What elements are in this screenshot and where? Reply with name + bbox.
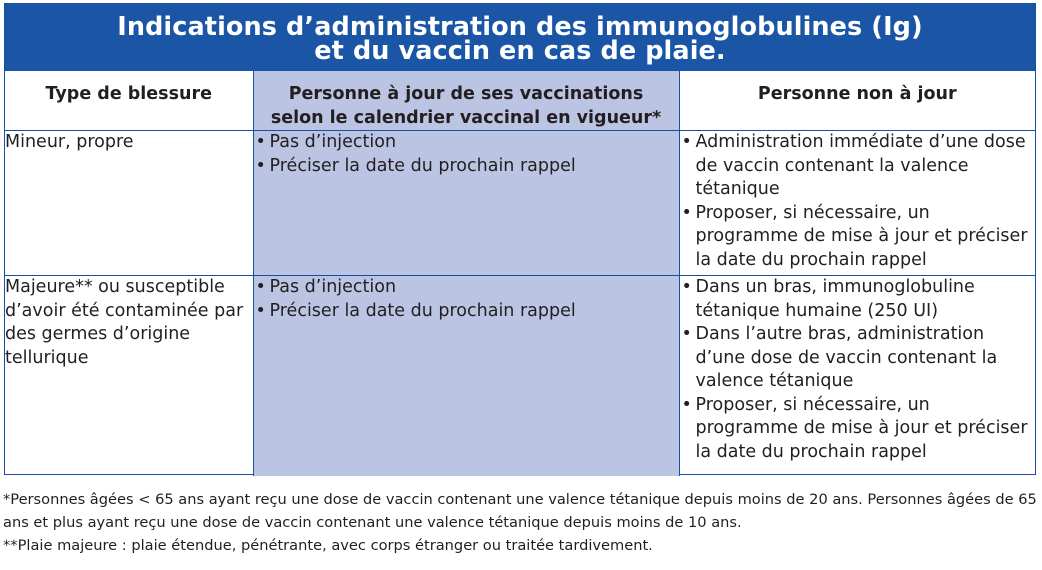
column-header-up-to-date-line-2: selon le calendrier vaccinal en vigueur* [270, 108, 662, 128]
table-row [5, 131, 1035, 276]
list-item: • Proposer, si nécessaire, un programme de mise à jour et préciser la date du prochain rappel [680, 394, 1036, 465]
list-item: • Pas d’injection [254, 276, 679, 300]
footnote-age-criteria: *Personnes âgées < 65 ans ayant reçu une dose de vaccin contenant une valence tétanique depuis moins de 20 ans. Personnes âgées de 65 ans et plus ayant reçu une dose de vaccin contenant une valence tétanique depuis moins de 10 ans. [3, 491, 1037, 531]
list-item: • Administration immédiate d’une dose de vaccin contenant la valence tétanique [680, 131, 1036, 202]
recommendation-table-frame [4, 3, 1036, 475]
not-up-to-date-cell [679, 276, 1035, 476]
table-title-banner [5, 4, 1035, 71]
list-item: • Dans un bras, immunoglobuline tétanique humaine (250 UI) [680, 276, 1036, 323]
column-header-injury-type: Type de blessure [5, 71, 253, 131]
injury-type-cell: Majeure** ou susceptible d’avoir été contaminée par des germes d’origine tellurique [5, 276, 253, 476]
table-row [5, 276, 1035, 476]
table-title-line-2: et du vaccin en cas de plaie. [314, 36, 726, 66]
table-header-row [5, 71, 1035, 131]
list-item: • Dans l’autre bras, administration d’une dose de vaccin contenant la valence tétanique [680, 323, 1036, 394]
vaccination-table [5, 71, 1035, 476]
up-to-date-cell [253, 131, 679, 276]
list-item: • Proposer, si nécessaire, un programme de mise à jour et préciser la date du prochain rappel [680, 202, 1036, 273]
column-header-not-up-to-date: Personne non à jour [679, 71, 1035, 131]
footnotes [3, 488, 1039, 557]
list-item: • Pas d’injection [254, 131, 679, 155]
not-up-to-date-cell [679, 131, 1035, 276]
list-item: • Préciser la date du prochain rappel [254, 300, 679, 324]
up-to-date-cell [253, 276, 679, 476]
list-item: • Préciser la date du prochain rappel [254, 155, 679, 179]
footnote-major-wound: **Plaie majeure : plaie étendue, pénétrante, avec corps étranger ou traitée tardivement. [3, 537, 653, 554]
table-title-line-1: Indications d’administration des immunoglobulines (Ig) [117, 12, 923, 42]
column-header-up-to-date-line-1: Personne à jour de ses vaccinations [288, 84, 644, 104]
column-header-up-to-date [253, 71, 679, 131]
injury-type-cell: Mineur, propre [5, 131, 253, 276]
